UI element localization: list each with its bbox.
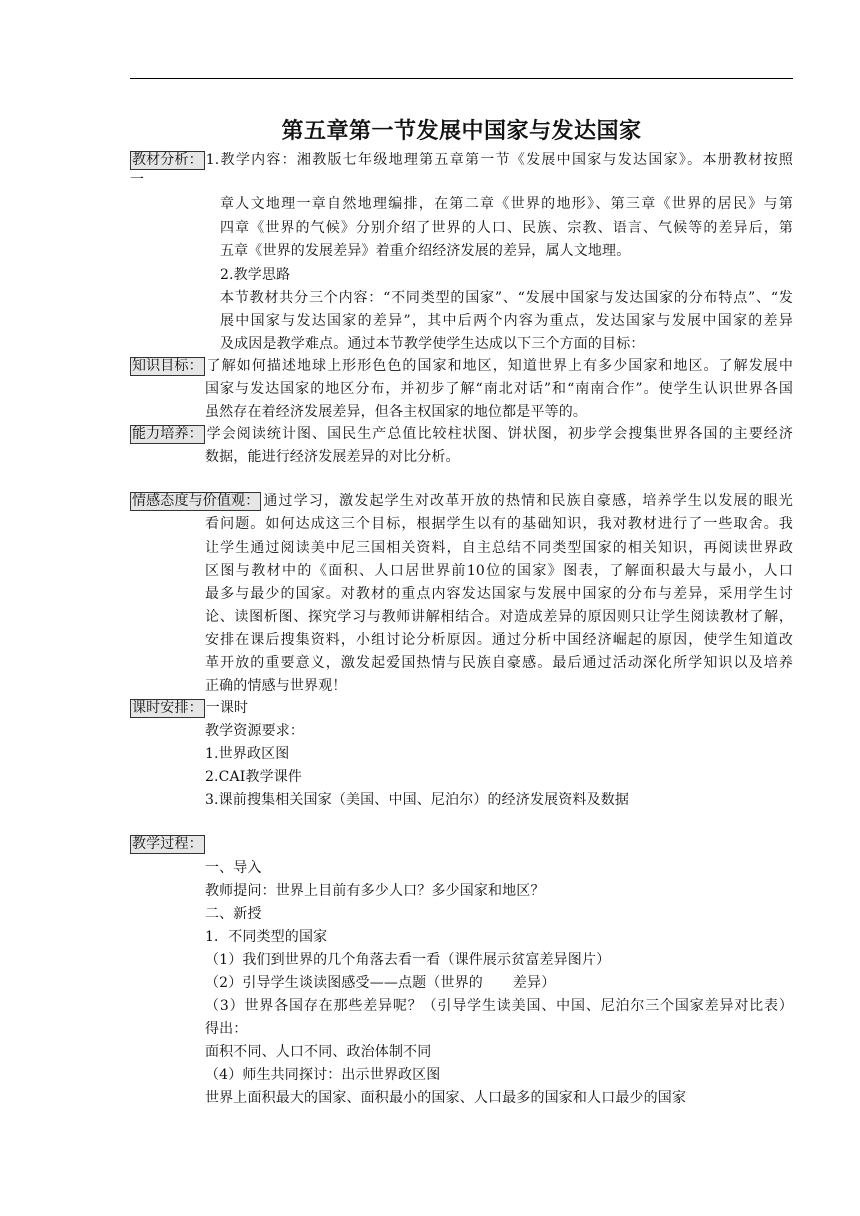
analysis-line-6: 2.教学思路 [220, 267, 291, 283]
schedule-line-3: 1.世界政区图 [205, 746, 290, 762]
process-line-3: 二、新授 [205, 906, 262, 922]
process-line-5: （1）我们到世界的几个角落去看一看（课件展示贫富差异图片） [205, 952, 611, 968]
analysis-line-9: 及成因是教学难点。通过本节教学使学生达成以下三个方面的目标： [220, 336, 645, 352]
process-line-6: （2）引导学生谈读图感受——点题（世界的 差异） [205, 975, 556, 991]
header-rule [130, 78, 793, 79]
analysis-line-1: 教材分析： 1.教学内容：湘教版七年级地理第五章第一节《发展中国家与发达国家》。本册教材按照 [132, 152, 793, 168]
process-line-7: （3）世界各国存在那些差异呢？（引导学生读美国、中国、尼泊尔三个国家差异对比表） [205, 998, 793, 1014]
analysis-line-5: 五章《世界的发展差异》着重介绍经济发展的差异，属人文地理。 [220, 243, 631, 259]
schedule-line-1: 课时安排： 一课时 [132, 700, 249, 716]
knowledge-label: 知识目标： [132, 358, 203, 374]
schedule-line-5: 3.课前搜集相关国家（美国、中国、尼泊尔）的经济发展资料及数据 [205, 792, 630, 808]
analysis-label: 教材分析： [132, 152, 203, 168]
process-line-9: 面积不同、人口不同、政治体制不同 [205, 1044, 432, 1060]
emotion-line-1: 情感态度与价值观： 通过学习，激发起学生对改革开放的热情和民族自豪感，培养学生以发展的眼光 [132, 493, 793, 509]
emotion-line-4: 区图与教材中的《面积、人口居世界前10位的国家》图表，了解面积最大与最小，人口 [205, 563, 793, 579]
process-label: 教学过程： [132, 836, 203, 852]
page-title: 第五章第一节发展中国家与发达国家 [281, 118, 642, 144]
process-line-10: （4）师生共同探讨：出示世界政区图 [205, 1067, 441, 1083]
schedule-line-4: 2.CAI教学课件 [205, 769, 303, 785]
emotion-line-3: 让学生通过阅读美中尼三国相关资料，自主总结不同类型国家的相关知识，再阅读世界政 [205, 540, 793, 556]
analysis-line-2: 一 [130, 172, 145, 188]
emotion-line-5: 最多与最少的国家。对教材的重点内容发达国家与发展中国家的分布与差异，采用学生讨 [205, 586, 793, 602]
ability-label: 能力培养： [132, 426, 203, 442]
emotion-line-6: 论、读图析图、探究学习与教师讲解相结合。对造成差异的原因则只让学生阅读教材了解， [205, 609, 793, 625]
schedule-line-2: 教学资源要求： [205, 723, 305, 739]
analysis-line-8: 展中国家与发达国家的差异”，其中后两个内容为重点，发达国家与发展中国家的差异 [220, 313, 793, 329]
process-line-1: 一、导入 [205, 860, 262, 876]
ability-line-1: 能力培养： 学会阅读统计图、国民生产总值比较柱状图、饼状图，初步学会搜集世界各国的主要经济 [132, 426, 793, 442]
knowledge-line-1: 知识目标： 了解如何描述地球上形形色色的国家和地区，知道世界上有多少国家和地区。了解发展中 [132, 358, 793, 374]
emotion-label: 情感态度与价值观： [132, 493, 260, 509]
knowledge-line-3: 虽然存在着经济发展差异，但各主权国家的地位都是平等的。 [205, 404, 588, 420]
analysis-line-4: 四章《世界的气候》分别介绍了世界的人口、民族、宗教、语言、气候等的差异后，第 [220, 220, 793, 236]
emotion-line-9: 正确的情感与世界观！ [205, 678, 347, 694]
process-heading [130, 834, 206, 854]
process-line-11: 世界上面积最大的国家、面积最小的国家、人口最多的国家和人口最少的国家 [205, 1090, 687, 1106]
schedule-label: 课时安排： [132, 700, 203, 716]
process-line-2: 教师提问：世界上目前有多少人口？多少国家和地区？ [205, 883, 545, 899]
process-line-8: 得出： [205, 1021, 248, 1037]
emotion-line-7: 安排在课后搜集资料，小组讨论分析原因。通过分析中国经济崛起的原因，使学生知道改 [205, 632, 793, 648]
emotion-line-2: 看问题。如何达成这三个目标，根据学生以有的基础知识，我对教材进行了一些取舍。我 [205, 516, 793, 532]
emotion-line-8: 革开放的重要意义，激发起爱国热情与民族自豪感。最后通过活动深化所学知识以及培养 [205, 655, 793, 671]
analysis-line-7: 本节教材共分三个内容：“不同类型的国家”、“发展中国家与发达国家的分布特点”、“发 [220, 290, 793, 306]
process-line-4: 1．不同类型的国家 [205, 929, 328, 945]
ability-line-2: 数据，能进行经济发展差异的对比分析。 [205, 449, 460, 465]
knowledge-line-2: 国家与发达国家的地区分布，并初步了解“南北对话”和“南南合作”。使学生认识世界各国 [205, 381, 793, 397]
analysis-line-3: 章人文地理一章自然地理编排，在第二章《世界的地形》、第三章《世界的居民》与第 [220, 196, 793, 212]
